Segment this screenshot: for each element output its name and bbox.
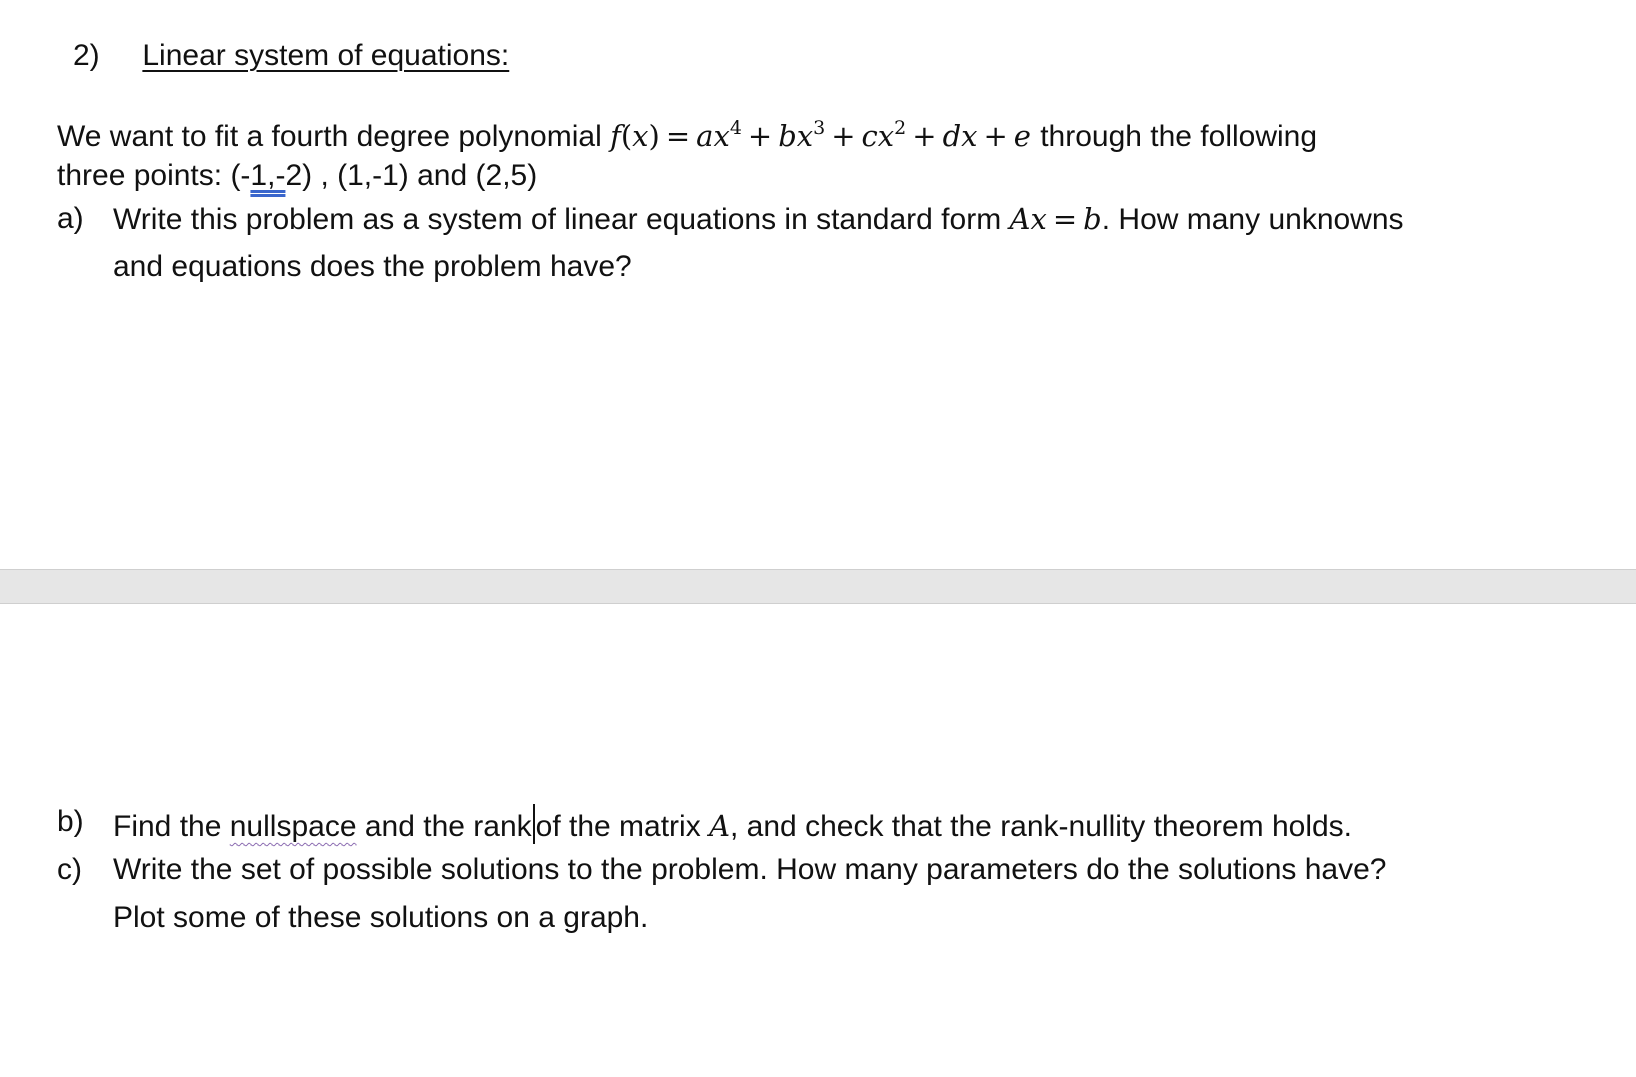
standard-form-formula: Ax = b	[1009, 202, 1102, 236]
part-b-text-1: Find the	[113, 810, 222, 843]
part-b-label: b)	[57, 805, 84, 838]
part-c-line-1: Write the set of possible solutions to the problem. How many parameters do the solutions have?	[113, 853, 1387, 886]
polynomial-formula: $f(x) = ax^4 + bx^3 + cx^2$ + dx + e	[610, 117, 1041, 153]
part-a-line-1	[113, 201, 1404, 238]
points-rest: 2) , (1,-1) and (2,5)	[285, 159, 538, 192]
intro-line-1	[57, 118, 1317, 155]
intro-text-before: We want to fit a fourth degree polynomial	[57, 120, 602, 153]
part-b-text-4: , and check that the rank-nullity theorem holds.	[730, 810, 1353, 843]
points-prefix: three points: (-	[57, 159, 251, 192]
part-a-text-before: Write this problem as a system of linear equations in standard form	[113, 203, 1002, 236]
part-b-text-3: of the matrix	[535, 810, 701, 843]
matrix-symbol: A	[709, 809, 731, 843]
question-title: Linear system of equations:	[142, 39, 510, 72]
intro-text-after: through the following	[1040, 120, 1318, 153]
page-break-separator	[0, 569, 1636, 604]
intro-line-2	[57, 158, 537, 194]
document-page-2	[0, 604, 1636, 1077]
question-heading	[73, 38, 509, 74]
part-b-text-2: and the rank	[364, 810, 532, 843]
part-c-line-2: Plot some of these solutions on a graph.	[113, 901, 649, 934]
spelling-flag[interactable]: nullspace	[229, 810, 357, 843]
part-a-line-2: and equations does the problem have?	[113, 250, 632, 283]
part-a-text-after: . How many unknowns	[1101, 203, 1404, 236]
text-cursor	[533, 804, 535, 844]
part-c-label: c)	[57, 853, 82, 886]
part-b-line	[113, 804, 1352, 845]
question-number: 2)	[73, 39, 100, 72]
grammar-flag[interactable]: 1,-	[250, 159, 286, 192]
part-a-label: a)	[57, 202, 84, 235]
